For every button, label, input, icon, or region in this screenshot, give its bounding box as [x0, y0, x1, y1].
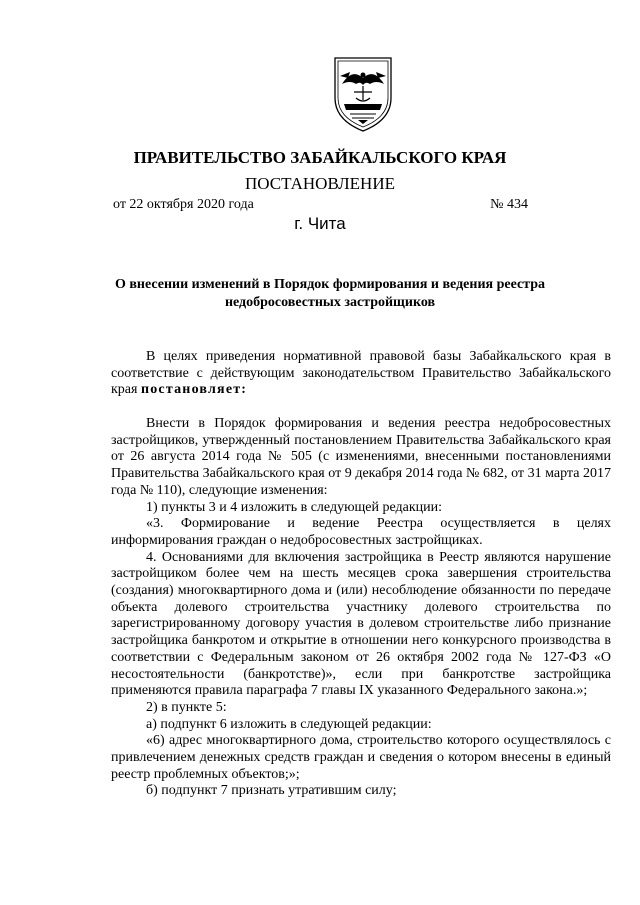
body-paragraph: б) подпункт 7 признать утратившим силу;	[146, 783, 397, 799]
body-paragraph: 2) в пункте 5:	[146, 699, 227, 715]
document-body	[111, 416, 611, 800]
preamble-text: В целях приведения нормативной правовой базы Забайкальского края в соответствие с действующим законодательством Правительство Забайкальского края	[111, 349, 611, 398]
document-subject: О внесении изменений в Порядок формирования и ведения реестра недобросовестных застройщиков	[114, 277, 546, 310]
body-paragraph: 1) пункты 3 и 4 изложить в следующей редакции:	[146, 499, 443, 515]
body-paragraph: 4. Основаниями для включения застройщика в Реестр являются нарушение застройщиком более чем на шесть месяцев срока завершения строительства (создания) многоквартирного дома и (или) несоблюдение обязанности по передаче объекта долевого строительства участнику долевого строительства по зарегистрированному договору участия в долевом строительстве либо признание застройщика банкротом и открытие в отношении него конкурсного производства в соответствии с Федеральным законом от 26 октября 2002 года № 127-ФЗ «О несостоятельности (банкротстве)», если при банкротстве застройщика применяются правила параграфа 7 главы IX указанного Федерального закона.»;	[111, 549, 611, 699]
document-number: № 434	[490, 197, 528, 212]
body-paragraph: а) подпункт 6 изложить в следующей редакции:	[146, 716, 432, 732]
document-city: г. Чита	[294, 214, 346, 233]
body-paragraph: «3. Формирование и ведение Реестра осуществляется в целях информирования граждан о недобросовестных застройщиках.	[111, 516, 611, 548]
preamble	[111, 349, 611, 399]
coat-of-arms-icon	[330, 54, 396, 134]
preamble-paragraph	[111, 349, 611, 399]
preamble-keyword: постановляет:	[140, 382, 248, 398]
body-paragraph: Внести в Порядок формирования и ведения реестра недобросовестных застройщиков, утвержденный постановлением Правительства Забайкальского края от 26 августа 2014 года № 505 (с изменениями, внесенными постановлениями Правительства Забайкальского края от 9 декабря 2014 года № 682, от 31 марта 2017 года № 110), следующие изменения:	[111, 416, 611, 498]
body-paragraph: «6) адрес многоквартирного дома, строительство которого осуществлялось с привлечением денежных средств граждан и сведения о котором внесены в единый реестр проблемных объектов;»;	[111, 733, 611, 782]
government-title: ПРАВИТЕЛЬСТВО ЗАБАЙКАЛЬСКОГО КРАЯ	[133, 148, 507, 167]
document-type: ПОСТАНОВЛЕНИЕ	[244, 174, 395, 193]
document-date: от 22 октября 2020 года	[113, 197, 254, 212]
